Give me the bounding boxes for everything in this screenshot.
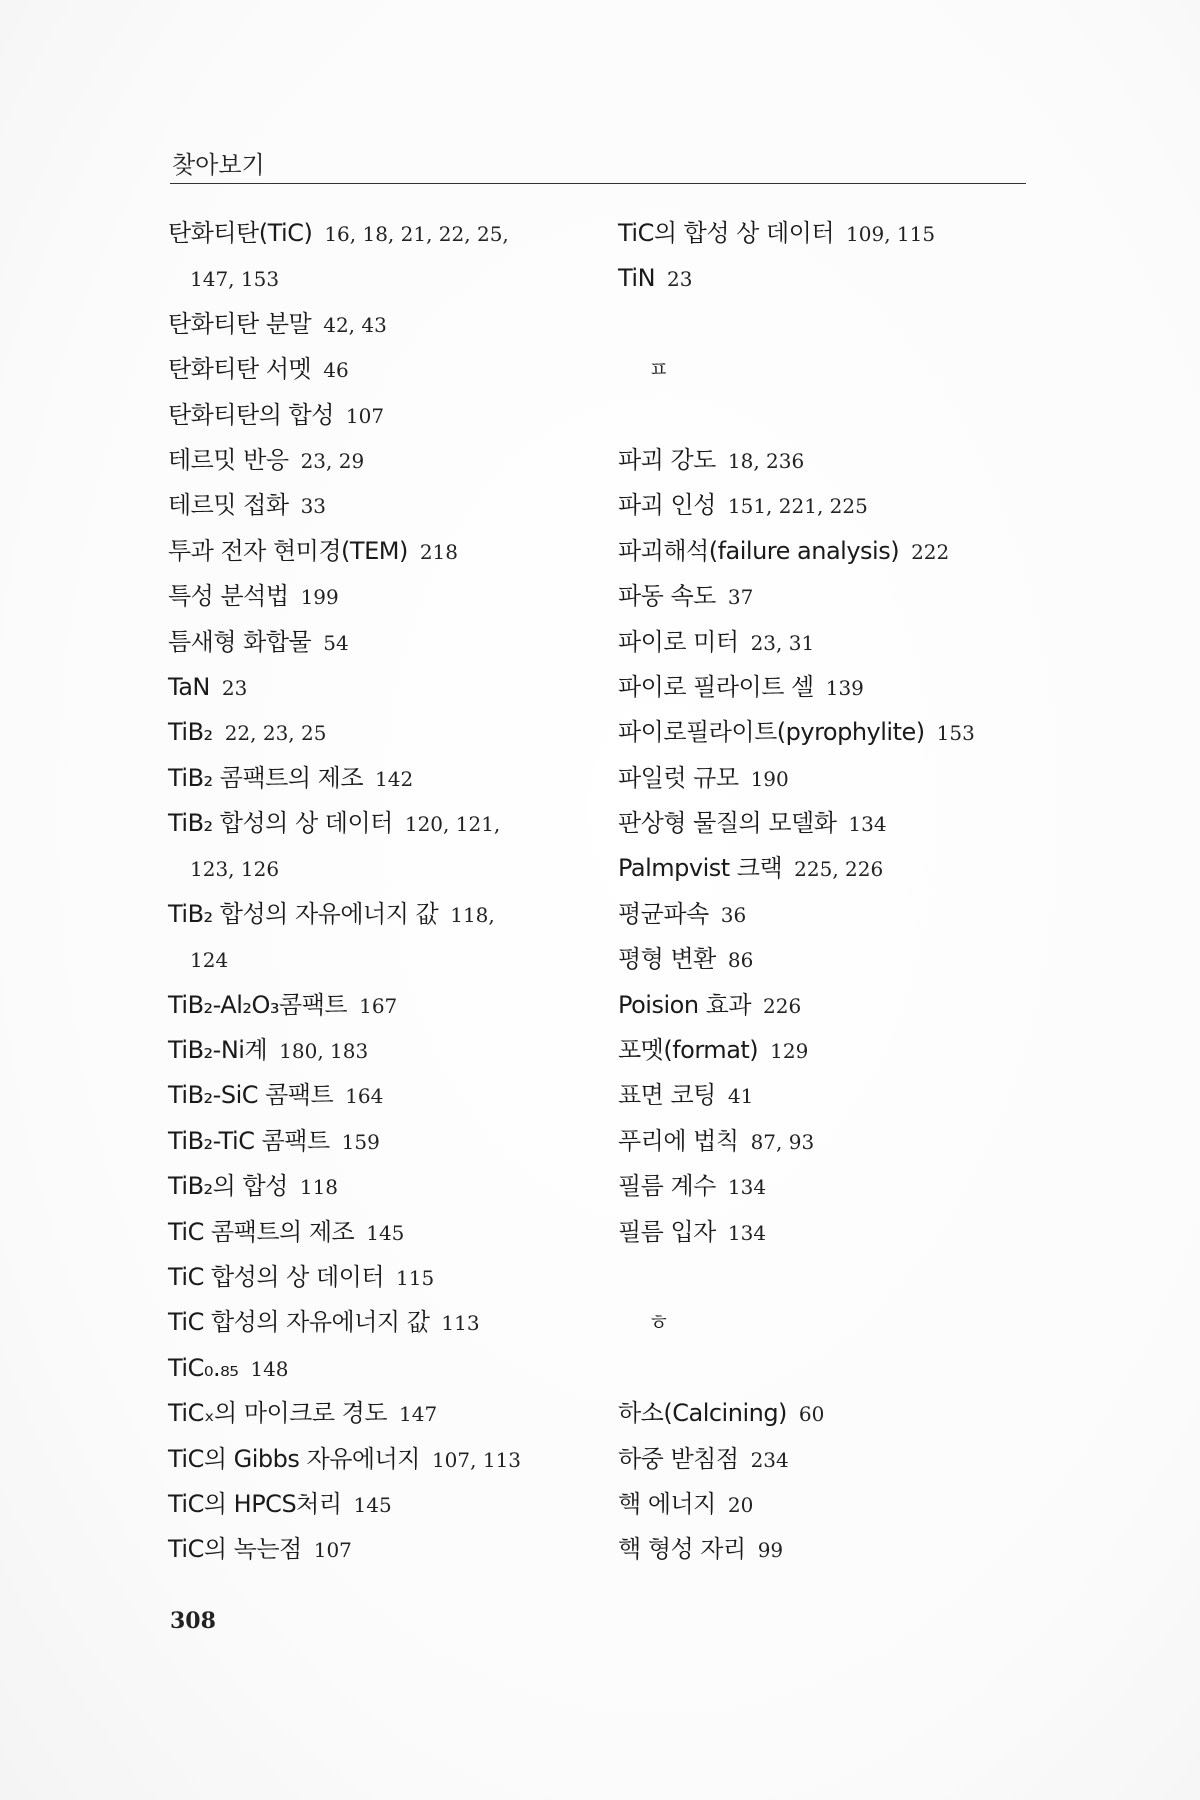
index-page-refs: 54 xyxy=(323,630,349,655)
index-term: 푸리에 법칙 xyxy=(618,1126,739,1155)
index-entry xyxy=(618,1209,1038,1254)
index-term: 파괴해석(failure analysis) xyxy=(618,536,900,565)
index-term: TiCₓ의 마이크로 경도 xyxy=(168,1399,388,1428)
index-blank-line xyxy=(618,392,1038,437)
index-entry xyxy=(168,1526,588,1571)
index-term: TiB₂ 합성의 자유에너지 값 xyxy=(168,899,439,928)
index-page-refs: 164 xyxy=(345,1084,384,1109)
index-page-refs: 145 xyxy=(366,1220,405,1245)
index-page-refs: 167 xyxy=(359,993,398,1018)
index-entry xyxy=(618,755,1038,800)
index-page-refs: 60 xyxy=(798,1402,825,1427)
index-entry xyxy=(168,301,588,346)
index-entry xyxy=(168,392,588,437)
index-page-refs: 180, 183 xyxy=(279,1039,369,1064)
index-entry xyxy=(618,982,1038,1027)
index-entry xyxy=(168,664,588,709)
index-entry xyxy=(618,1027,1038,1072)
index-section-heading xyxy=(618,346,1038,391)
index-page-refs: 33 xyxy=(300,494,327,519)
index-entry xyxy=(168,1072,588,1117)
index-term: TiC 콤팩트의 제조 xyxy=(168,1217,355,1246)
index-page-refs: 23 xyxy=(221,675,248,700)
index-page-refs: 36 xyxy=(720,902,747,927)
index-term: 평균파속 xyxy=(618,899,709,928)
index-term: TiB₂-Ni계 xyxy=(168,1036,268,1065)
index-section-heading xyxy=(618,1299,1038,1344)
index-entry xyxy=(168,1299,588,1344)
index-entry xyxy=(618,664,1038,709)
index-page-refs: 20 xyxy=(727,1492,754,1517)
index-page-refs: 222 xyxy=(911,539,950,564)
index-page-refs: 225, 226 xyxy=(794,857,884,882)
index-term: 필름 계수 xyxy=(618,1172,716,1201)
index-term: 탄화티탄 서멧 xyxy=(168,355,312,384)
index-page-refs: 151, 221, 225 xyxy=(727,494,868,519)
index-term: 탄화티탄(TiC) xyxy=(168,219,313,247)
index-term: 판상형 물질의 모델화 xyxy=(618,809,837,838)
index-page-refs: 190 xyxy=(750,766,789,791)
index-page-refs: 139 xyxy=(825,675,864,700)
index-entry xyxy=(618,528,1038,573)
index-entry xyxy=(618,210,1038,255)
index-entry xyxy=(618,482,1038,527)
index-page-refs: 46 xyxy=(323,358,349,383)
index-page-refs: 87, 93 xyxy=(750,1129,815,1154)
index-term: 파일럿 규모 xyxy=(618,763,739,792)
index-term: TiC의 녹는점 xyxy=(168,1535,302,1564)
index-term: TaN xyxy=(168,672,210,701)
index-page-refs: 18, 236 xyxy=(727,448,805,473)
index-entry xyxy=(168,1390,588,1435)
index-term: 표면 코팅 xyxy=(618,1081,716,1110)
index-page-refs: 107, 113 xyxy=(431,1447,522,1472)
index-term: 파이로필라이트(pyrophylite) xyxy=(618,718,925,747)
index-entry xyxy=(168,437,588,482)
index-term: 필름 입자 xyxy=(618,1217,716,1246)
index-entry xyxy=(618,1481,1038,1526)
index-page-refs: 129 xyxy=(770,1039,809,1064)
index-page-refs: 37 xyxy=(727,585,754,610)
index-page-refs: 42, 43 xyxy=(323,312,387,337)
index-entry xyxy=(168,573,588,618)
index-blank-line xyxy=(618,301,1038,346)
index-entry xyxy=(618,1118,1038,1163)
index-entry xyxy=(168,1027,588,1072)
index-page-refs: 159 xyxy=(341,1129,380,1154)
index-term: TiN xyxy=(618,264,656,293)
index-entry xyxy=(168,528,588,573)
index-page-refs: 109, 115 xyxy=(846,222,936,246)
index-term: 핵 에너지 xyxy=(618,1489,716,1518)
index-entry xyxy=(618,437,1038,482)
index-term: 파이로 미터 xyxy=(618,627,739,656)
index-term: 평형 변환 xyxy=(618,945,716,974)
index-page-refs: 16, 18, 21, 22, 25, xyxy=(324,222,509,246)
index-entry xyxy=(168,482,588,527)
index-entry xyxy=(618,709,1038,754)
index-entry xyxy=(168,1209,588,1254)
index-term: TiB₂ 합성의 상 데이터 xyxy=(168,809,393,838)
index-term: TiC 합성의 상 데이터 xyxy=(168,1262,385,1291)
index-term: 하중 받침점 xyxy=(618,1444,739,1473)
index-entry xyxy=(618,1163,1038,1208)
index-entry xyxy=(618,891,1038,936)
index-entry xyxy=(168,755,588,800)
section-letter: ㅎ xyxy=(648,1311,669,1337)
index-entry xyxy=(168,709,588,754)
index-term: TiB₂-TiC 콤팩트 xyxy=(168,1126,330,1155)
page-number: 308 xyxy=(170,1608,216,1634)
index-page-refs: 134 xyxy=(848,812,887,837)
index-page-refs: 99 xyxy=(757,1538,784,1563)
index-page-refs: 23, 31 xyxy=(750,630,815,655)
index-entry xyxy=(168,982,588,1027)
index-page-refs: 113 xyxy=(441,1311,480,1336)
index-term: TiB₂-SiC 콤팩트 xyxy=(168,1081,334,1110)
index-page-refs: 118, xyxy=(450,902,495,927)
index-page-refs: 134 xyxy=(727,1175,767,1200)
index-term: 틈새형 화합물 xyxy=(168,627,312,656)
section-letter: ㅍ xyxy=(648,358,669,384)
index-entry xyxy=(168,1163,588,1208)
index-term: 탄화티탄 분말 xyxy=(168,309,312,338)
index-page-refs: 147, 153 xyxy=(190,267,280,292)
index-term: TiB₂-Al₂O₃콤팩트 xyxy=(168,990,348,1019)
index-page-refs: 148 xyxy=(250,1356,289,1381)
index-entry xyxy=(168,1436,588,1481)
index-entry xyxy=(168,1345,588,1390)
index-entry xyxy=(618,573,1038,618)
index-blank-line xyxy=(618,1254,1038,1299)
index-entry xyxy=(168,619,588,664)
index-term: TiB₂의 합성 xyxy=(168,1172,288,1201)
index-term: TiB₂ 콤팩트의 제조 xyxy=(168,763,364,792)
index-term: 포멧(format) xyxy=(618,1036,759,1065)
index-term: 파동 속도 xyxy=(618,582,716,611)
index-term: TiC₀.₈₅ xyxy=(168,1353,239,1382)
index-entry xyxy=(618,1526,1038,1571)
index-page-refs: 199 xyxy=(300,585,339,610)
index-entry xyxy=(618,619,1038,664)
index-page-refs: 107 xyxy=(313,1538,352,1563)
index-entry xyxy=(168,800,588,845)
index-term: 파이로 필라이트 셀 xyxy=(618,672,814,701)
index-page-refs: 234 xyxy=(750,1447,789,1472)
index-page-refs: 107 xyxy=(345,403,385,428)
index-entry xyxy=(618,1072,1038,1117)
index-term: 특성 분석법 xyxy=(168,582,289,611)
index-blank-line xyxy=(618,1345,1038,1390)
index-page-refs: 123, 126 xyxy=(190,857,280,882)
index-term: 테르밋 접화 xyxy=(168,491,289,520)
index-entry xyxy=(168,210,588,255)
index-page-refs: 41 xyxy=(727,1084,754,1109)
index-page-refs: 23 xyxy=(667,267,693,292)
index-page-refs: 134 xyxy=(727,1220,767,1245)
index-term: 하소(Calcining) xyxy=(618,1399,787,1428)
index-page-refs: 118 xyxy=(299,1175,339,1200)
index-entry xyxy=(618,1390,1038,1435)
index-page-refs: 218 xyxy=(419,539,458,564)
index-entry-continuation xyxy=(168,936,588,981)
index-page-refs: 226 xyxy=(763,993,802,1018)
index-entry xyxy=(618,800,1038,845)
index-page-refs: 115 xyxy=(396,1265,435,1290)
index-entry xyxy=(618,1436,1038,1481)
index-term: Poision 효과 xyxy=(618,990,752,1019)
index-term: Palmpvist 크랙 xyxy=(618,854,783,883)
index-entry xyxy=(168,1118,588,1163)
index-entry xyxy=(168,891,588,936)
page-header-title: 찾아보기 xyxy=(172,151,265,179)
index-term: 탄화티탄의 합성 xyxy=(168,400,334,429)
index-entry xyxy=(168,1254,588,1299)
index-page-refs: 124 xyxy=(190,948,229,973)
index-column-left xyxy=(168,210,588,1572)
index-entry xyxy=(168,1481,588,1526)
index-column-right xyxy=(618,210,1038,1572)
header-rule xyxy=(170,183,1026,184)
index-term: TiC의 Gibbs 자유에너지 xyxy=(168,1444,420,1473)
index-entry-continuation xyxy=(168,845,588,890)
index-page-refs: 120, 121, xyxy=(404,812,501,837)
index-term: 파괴 강도 xyxy=(618,445,716,474)
index-page-refs: 23, 29 xyxy=(300,448,365,473)
index-term: 파괴 인성 xyxy=(618,491,716,520)
index-entry xyxy=(618,255,1038,300)
index-page-refs: 153 xyxy=(936,721,975,746)
index-term: TiC의 HPCS처리 xyxy=(168,1489,342,1518)
index-term: 핵 형성 자리 xyxy=(618,1535,746,1564)
index-term: TiC의 합성 상 데이터 xyxy=(618,219,835,247)
index-term: TiC 합성의 자유에너지 값 xyxy=(168,1308,430,1337)
index-entry xyxy=(168,346,588,391)
index-entry-continuation xyxy=(168,255,588,300)
index-term: 테르밋 반응 xyxy=(168,445,289,474)
index-page-refs: 142 xyxy=(375,766,414,791)
index-page-refs: 22, 23, 25 xyxy=(224,721,327,746)
index-entry xyxy=(618,936,1038,981)
index-page-refs: 145 xyxy=(353,1492,392,1517)
index-page-refs: 147 xyxy=(399,1402,438,1427)
index-entry xyxy=(618,845,1038,890)
index-term: TiB₂ xyxy=(168,718,213,747)
index-page-refs: 86 xyxy=(727,948,754,973)
index-term: 투과 전자 현미경(TEM) xyxy=(168,536,408,565)
